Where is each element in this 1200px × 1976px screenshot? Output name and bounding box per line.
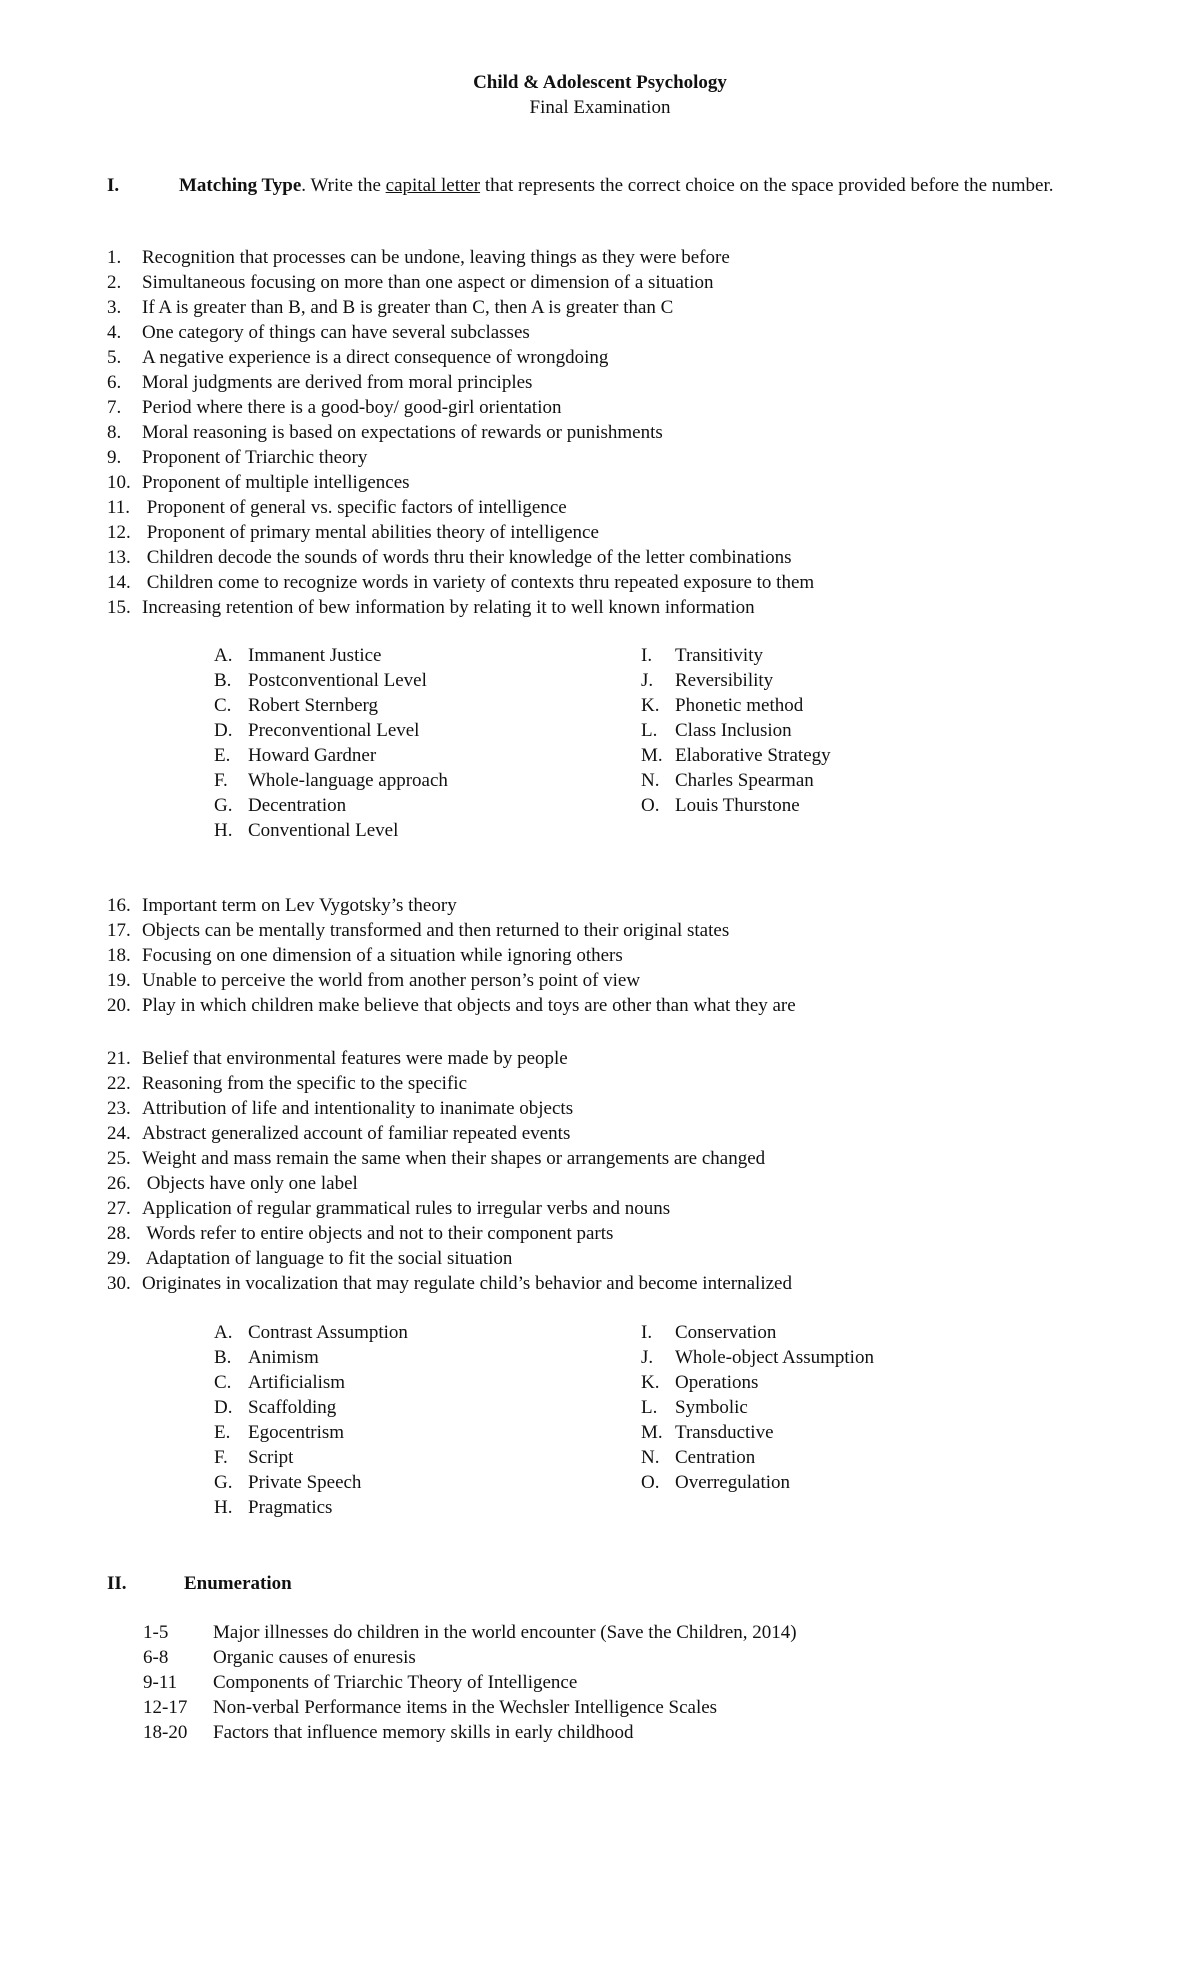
choice-letter: H.	[214, 820, 233, 841]
item-number: 22.	[107, 1073, 131, 1094]
item-text: Weight and mass remain the same when their shapes or arrangements are changed	[142, 1148, 766, 1169]
instruction-post: that represents the correct choice on the space provided before the number.	[480, 175, 1054, 196]
choice-label: Decentration	[248, 795, 347, 816]
choice-letter: F.	[214, 770, 228, 791]
choice-label: Private Speech	[248, 1472, 362, 1493]
question-item	[107, 1196, 1107, 1221]
item-number: 8.	[107, 422, 122, 443]
question-item	[107, 943, 1107, 968]
item-text: Objects can be mentally transformed and then returned to their original states	[142, 920, 730, 941]
item-text: Originates in vocalization that may regulate child’s behavior and become internalized	[142, 1273, 792, 1294]
choice-letter: N.	[641, 770, 660, 791]
item-text: Reasoning from the specific to the specific	[142, 1073, 468, 1094]
item-text: Belief that environmental features were made by people	[142, 1048, 568, 1069]
choice-letter: G.	[214, 1472, 233, 1493]
question-item	[107, 295, 1107, 320]
item-number: 12-17	[143, 1697, 188, 1718]
question-item	[107, 420, 1107, 445]
choice-letter: I.	[641, 1322, 653, 1343]
choice-label: Pragmatics	[248, 1497, 333, 1518]
item-text: Adaptation of language to fit the social situation	[142, 1248, 513, 1269]
question-item	[107, 270, 1107, 295]
item-text: Components of Triarchic Theory of Intelligence	[213, 1672, 578, 1693]
choice-letter: O.	[641, 795, 660, 816]
choice-label: Robert Sternberg	[248, 695, 378, 716]
item-text: Increasing retention of bew information by relating it to well known information	[142, 597, 755, 618]
item-text: Recognition that processes can be undone, leaving things as they were before	[142, 247, 730, 268]
choice-letter: L.	[641, 720, 658, 741]
question-item	[107, 470, 1107, 495]
item-number: 24.	[107, 1123, 131, 1144]
question-item	[107, 1096, 1107, 1121]
item-text: A negative experience is a direct consequence of wrongdoing	[142, 347, 609, 368]
item-text: Children decode the sounds of words thru their knowledge of the letter combinations	[142, 547, 792, 568]
choice-letter: M.	[641, 1422, 663, 1443]
page-title: Child & Adolescent Psychology	[473, 72, 727, 93]
enumeration-item	[143, 1670, 1043, 1695]
item-number: 14.	[107, 572, 131, 593]
choice-letter: F.	[214, 1447, 228, 1468]
choice-label: Elaborative Strategy	[675, 745, 831, 766]
choice-label: Artificialism	[248, 1372, 346, 1393]
choice-label: Conventional Level	[248, 820, 399, 841]
choice-letter: A.	[214, 1322, 233, 1343]
instruction-pre: . Write the	[301, 175, 386, 196]
item-text: Proponent of primary mental abilities theory of intelligence	[142, 522, 599, 543]
item-number: 3.	[107, 297, 122, 318]
item-number: 9.	[107, 447, 122, 468]
item-number: 1-5	[143, 1622, 169, 1643]
question-item	[107, 395, 1107, 420]
question-item	[107, 320, 1107, 345]
item-text: Simultaneous focusing on more than one aspect or dimension of a situation	[142, 272, 714, 293]
enumeration-item	[143, 1645, 1043, 1670]
choice-letter: I.	[641, 645, 653, 666]
choice-label: Preconventional Level	[248, 720, 420, 741]
question-item	[107, 1146, 1107, 1171]
section-1-instructions	[179, 173, 1107, 198]
item-text: Objects have only one label	[142, 1173, 358, 1194]
instruction-underlined: capital letter	[385, 175, 481, 196]
item-text: Moral reasoning is based on expectations of rewards or punishments	[142, 422, 663, 443]
item-number: 6.	[107, 372, 122, 393]
item-number: 28.	[107, 1223, 131, 1244]
item-number: 12.	[107, 522, 131, 543]
question-item	[107, 370, 1107, 395]
choice-label: Transitivity	[675, 645, 763, 666]
section-2-heading: Enumeration	[184, 1573, 292, 1594]
choice-letter: J.	[641, 1347, 654, 1368]
choice-label: Symbolic	[675, 1397, 748, 1418]
choice-label: Transductive	[675, 1422, 774, 1443]
item-number: 23.	[107, 1098, 131, 1119]
choice-letter: L.	[641, 1397, 658, 1418]
choice-label: Script	[248, 1447, 294, 1468]
item-number: 2.	[107, 272, 122, 293]
item-number: 7.	[107, 397, 122, 418]
item-text: Period where there is a good-boy/ good-girl orientation	[142, 397, 562, 418]
choice-letter: J.	[641, 670, 654, 691]
item-text: Non-verbal Performance items in the Wechsler Intelligence Scales	[213, 1697, 718, 1718]
choice-label: Egocentrism	[248, 1422, 345, 1443]
choice-label: Whole-object Assumption	[675, 1347, 874, 1368]
item-number: 9-11	[143, 1672, 178, 1693]
item-number: 4.	[107, 322, 122, 343]
choice-label: Conservation	[675, 1322, 777, 1343]
item-number: 20.	[107, 995, 131, 1016]
item-text: Factors that influence memory skills in early childhood	[213, 1722, 634, 1743]
item-number: 17.	[107, 920, 131, 941]
question-item	[107, 495, 1107, 520]
item-number: 18.	[107, 945, 131, 966]
choice-letter: H.	[214, 1497, 233, 1518]
item-text: Moral judgments are derived from moral principles	[142, 372, 533, 393]
question-item	[107, 570, 1107, 595]
item-text: Major illnesses do children in the world encounter (Save the Children, 2014)	[213, 1622, 797, 1643]
choice-letter: E.	[214, 745, 231, 766]
choice-letter: M.	[641, 745, 663, 766]
enumeration-item	[143, 1720, 1043, 1745]
choice-label: Immanent Justice	[248, 645, 382, 666]
item-text: Play in which children make believe that objects and toys are other than what they are	[142, 995, 796, 1016]
enumeration-item	[143, 1620, 1043, 1645]
item-text: Words refer to entire objects and not to their component parts	[142, 1223, 614, 1244]
choice-letter: K.	[641, 1372, 660, 1393]
choice-letter: D.	[214, 720, 233, 741]
item-text: One category of things can have several subclasses	[142, 322, 530, 343]
choice-label: Operations	[675, 1372, 759, 1393]
item-number: 11.	[107, 497, 131, 518]
section-1-heading: Matching Type	[179, 175, 302, 196]
choice-letter: A.	[214, 645, 233, 666]
choice-label: Centration	[675, 1447, 756, 1468]
question-item	[107, 1121, 1107, 1146]
choice-letter: K.	[641, 695, 660, 716]
item-text: Attribution of life and intentionality to inanimate objects	[142, 1098, 574, 1119]
page-subtitle: Final Examination	[529, 97, 671, 118]
enumeration-list	[143, 1620, 1043, 1745]
item-number: 6-8	[143, 1647, 169, 1668]
question-item	[107, 1246, 1107, 1271]
item-text: Unable to perceive the world from another person’s point of view	[142, 970, 641, 991]
item-number: 15.	[107, 597, 131, 618]
question-item	[107, 1221, 1107, 1246]
choice-label: Louis Thurstone	[675, 795, 800, 816]
item-number: 16.	[107, 895, 131, 916]
choice-letter: D.	[214, 1397, 233, 1418]
choice-label: Overregulation	[675, 1472, 791, 1493]
items-21-30-list	[107, 1046, 1107, 1296]
item-number: 30.	[107, 1273, 131, 1294]
choice-label: Whole-language approach	[248, 770, 448, 791]
choice-label: Phonetic method	[675, 695, 804, 716]
question-item	[107, 1171, 1107, 1196]
item-text: If A is greater than B, and B is greater than C, then A is greater than C	[142, 297, 674, 318]
enumeration-item	[143, 1695, 1043, 1720]
item-number: 1.	[107, 247, 122, 268]
item-text: Focusing on one dimension of a situation while ignoring others	[142, 945, 623, 966]
items-16-20-list	[107, 893, 1107, 1018]
item-number: 27.	[107, 1198, 131, 1219]
item-text: Children come to recognize words in variety of contexts thru repeated exposure to them	[142, 572, 815, 593]
item-number: 26.	[107, 1173, 131, 1194]
item-number: 21.	[107, 1048, 131, 1069]
item-text: Abstract generalized account of familiar repeated events	[142, 1123, 571, 1144]
choice-letter: B.	[214, 1347, 232, 1368]
choice-label: Postconventional Level	[248, 670, 427, 691]
choice-letter: E.	[214, 1422, 231, 1443]
question-item	[107, 893, 1107, 918]
item-number: 25.	[107, 1148, 131, 1169]
choice-letter: C.	[214, 695, 232, 716]
choice-label: Class Inclusion	[675, 720, 792, 741]
choice-label: Charles Spearman	[675, 770, 814, 791]
item-number: 18-20	[143, 1722, 188, 1743]
choice-letter: N.	[641, 1447, 660, 1468]
question-item	[107, 595, 1107, 620]
choice-label: Reversibility	[675, 670, 774, 691]
choice-label: Contrast Assumption	[248, 1322, 408, 1343]
question-item	[107, 1046, 1107, 1071]
question-item	[107, 968, 1107, 993]
item-number: 13.	[107, 547, 131, 568]
choice-label: Howard Gardner	[248, 745, 377, 766]
question-item	[107, 918, 1107, 943]
choice-label: Animism	[248, 1347, 319, 1368]
choice-label: Scaffolding	[248, 1397, 337, 1418]
item-text: Proponent of Triarchic theory	[142, 447, 368, 468]
question-item	[107, 545, 1107, 570]
item-number: 5.	[107, 347, 122, 368]
item-number: 10.	[107, 472, 131, 493]
question-item	[107, 345, 1107, 370]
items-1-15-list	[107, 245, 1107, 620]
choice-letter: B.	[214, 670, 232, 691]
section-2-number: II.	[107, 1573, 127, 1594]
item-text: Organic causes of enuresis	[213, 1647, 416, 1668]
item-text: Proponent of multiple intelligences	[142, 472, 410, 493]
choice-letter: G.	[214, 795, 233, 816]
question-item	[107, 245, 1107, 270]
choice-letter: C.	[214, 1372, 232, 1393]
question-item	[107, 1071, 1107, 1096]
item-number: 19.	[107, 970, 131, 991]
item-text: Important term on Lev Vygotsky’s theory	[142, 895, 457, 916]
question-item	[107, 445, 1107, 470]
question-item	[107, 520, 1107, 545]
section-1-number: I.	[107, 175, 120, 196]
question-item	[107, 993, 1107, 1018]
item-number: 29.	[107, 1248, 131, 1269]
choice-letter: O.	[641, 1472, 660, 1493]
item-text: Application of regular grammatical rules to irregular verbs and nouns	[142, 1198, 671, 1219]
item-text: Proponent of general vs. specific factors of intelligence	[142, 497, 567, 518]
question-item	[107, 1271, 1107, 1296]
